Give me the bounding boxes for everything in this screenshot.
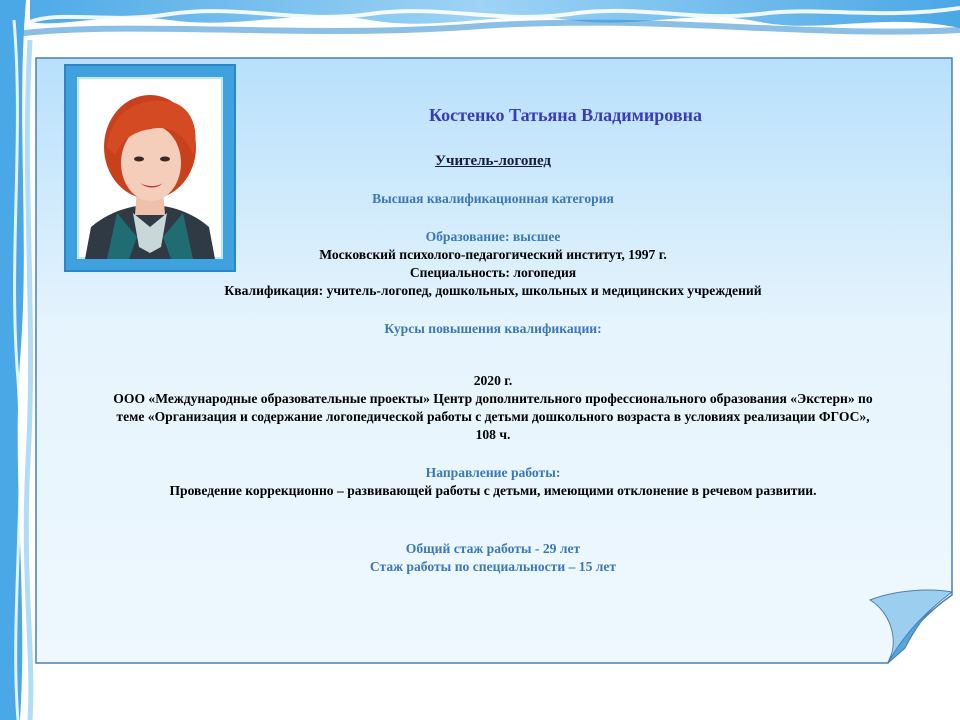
experience-total: Общий стаж работы - 29 лет [405, 541, 581, 556]
category-line: Высшая квалификационная категория [372, 191, 614, 206]
qualification-line: Квалификация: учитель-логопед, дошкольных, школьных и медицинских учреждений [224, 283, 762, 298]
course-line-1: ООО «Международные образовательные проекты» Центр дополнительного профессионального образования «Экстерн» по [113, 391, 873, 406]
course-line-2: теме «Организация и содержание логопедической работы с детьми дошкольного возраста в условиях реализации ФГОС», [116, 409, 870, 424]
specialty-line: Специальность: логопедия [409, 265, 577, 280]
education-heading: Образование: высшее [425, 229, 561, 244]
teacher-name: Костенко Татьяна Владимировна [429, 105, 702, 125]
experience-specialty: Стаж работы по специальности – 15 лет [369, 559, 617, 574]
course-line-3: 108 ч. [475, 427, 511, 442]
teacher-position: Учитель-логопед [434, 153, 552, 169]
institute-line: Московский психолого-педагогический институт, 1997 г. [319, 247, 667, 262]
direction-text: Проведение коррекционно – развивающей работы с детьми, имеющими отклонение в речевом развитии. [169, 483, 817, 498]
course-year: 2020 г. [473, 373, 513, 388]
left-wave-border [0, 0, 31, 720]
top-wave-border [0, 0, 960, 36]
profile-text [40, 104, 946, 576]
direction-heading: Направление работы: [425, 465, 561, 480]
courses-heading: Курсы повышения квалификации: [384, 321, 602, 336]
